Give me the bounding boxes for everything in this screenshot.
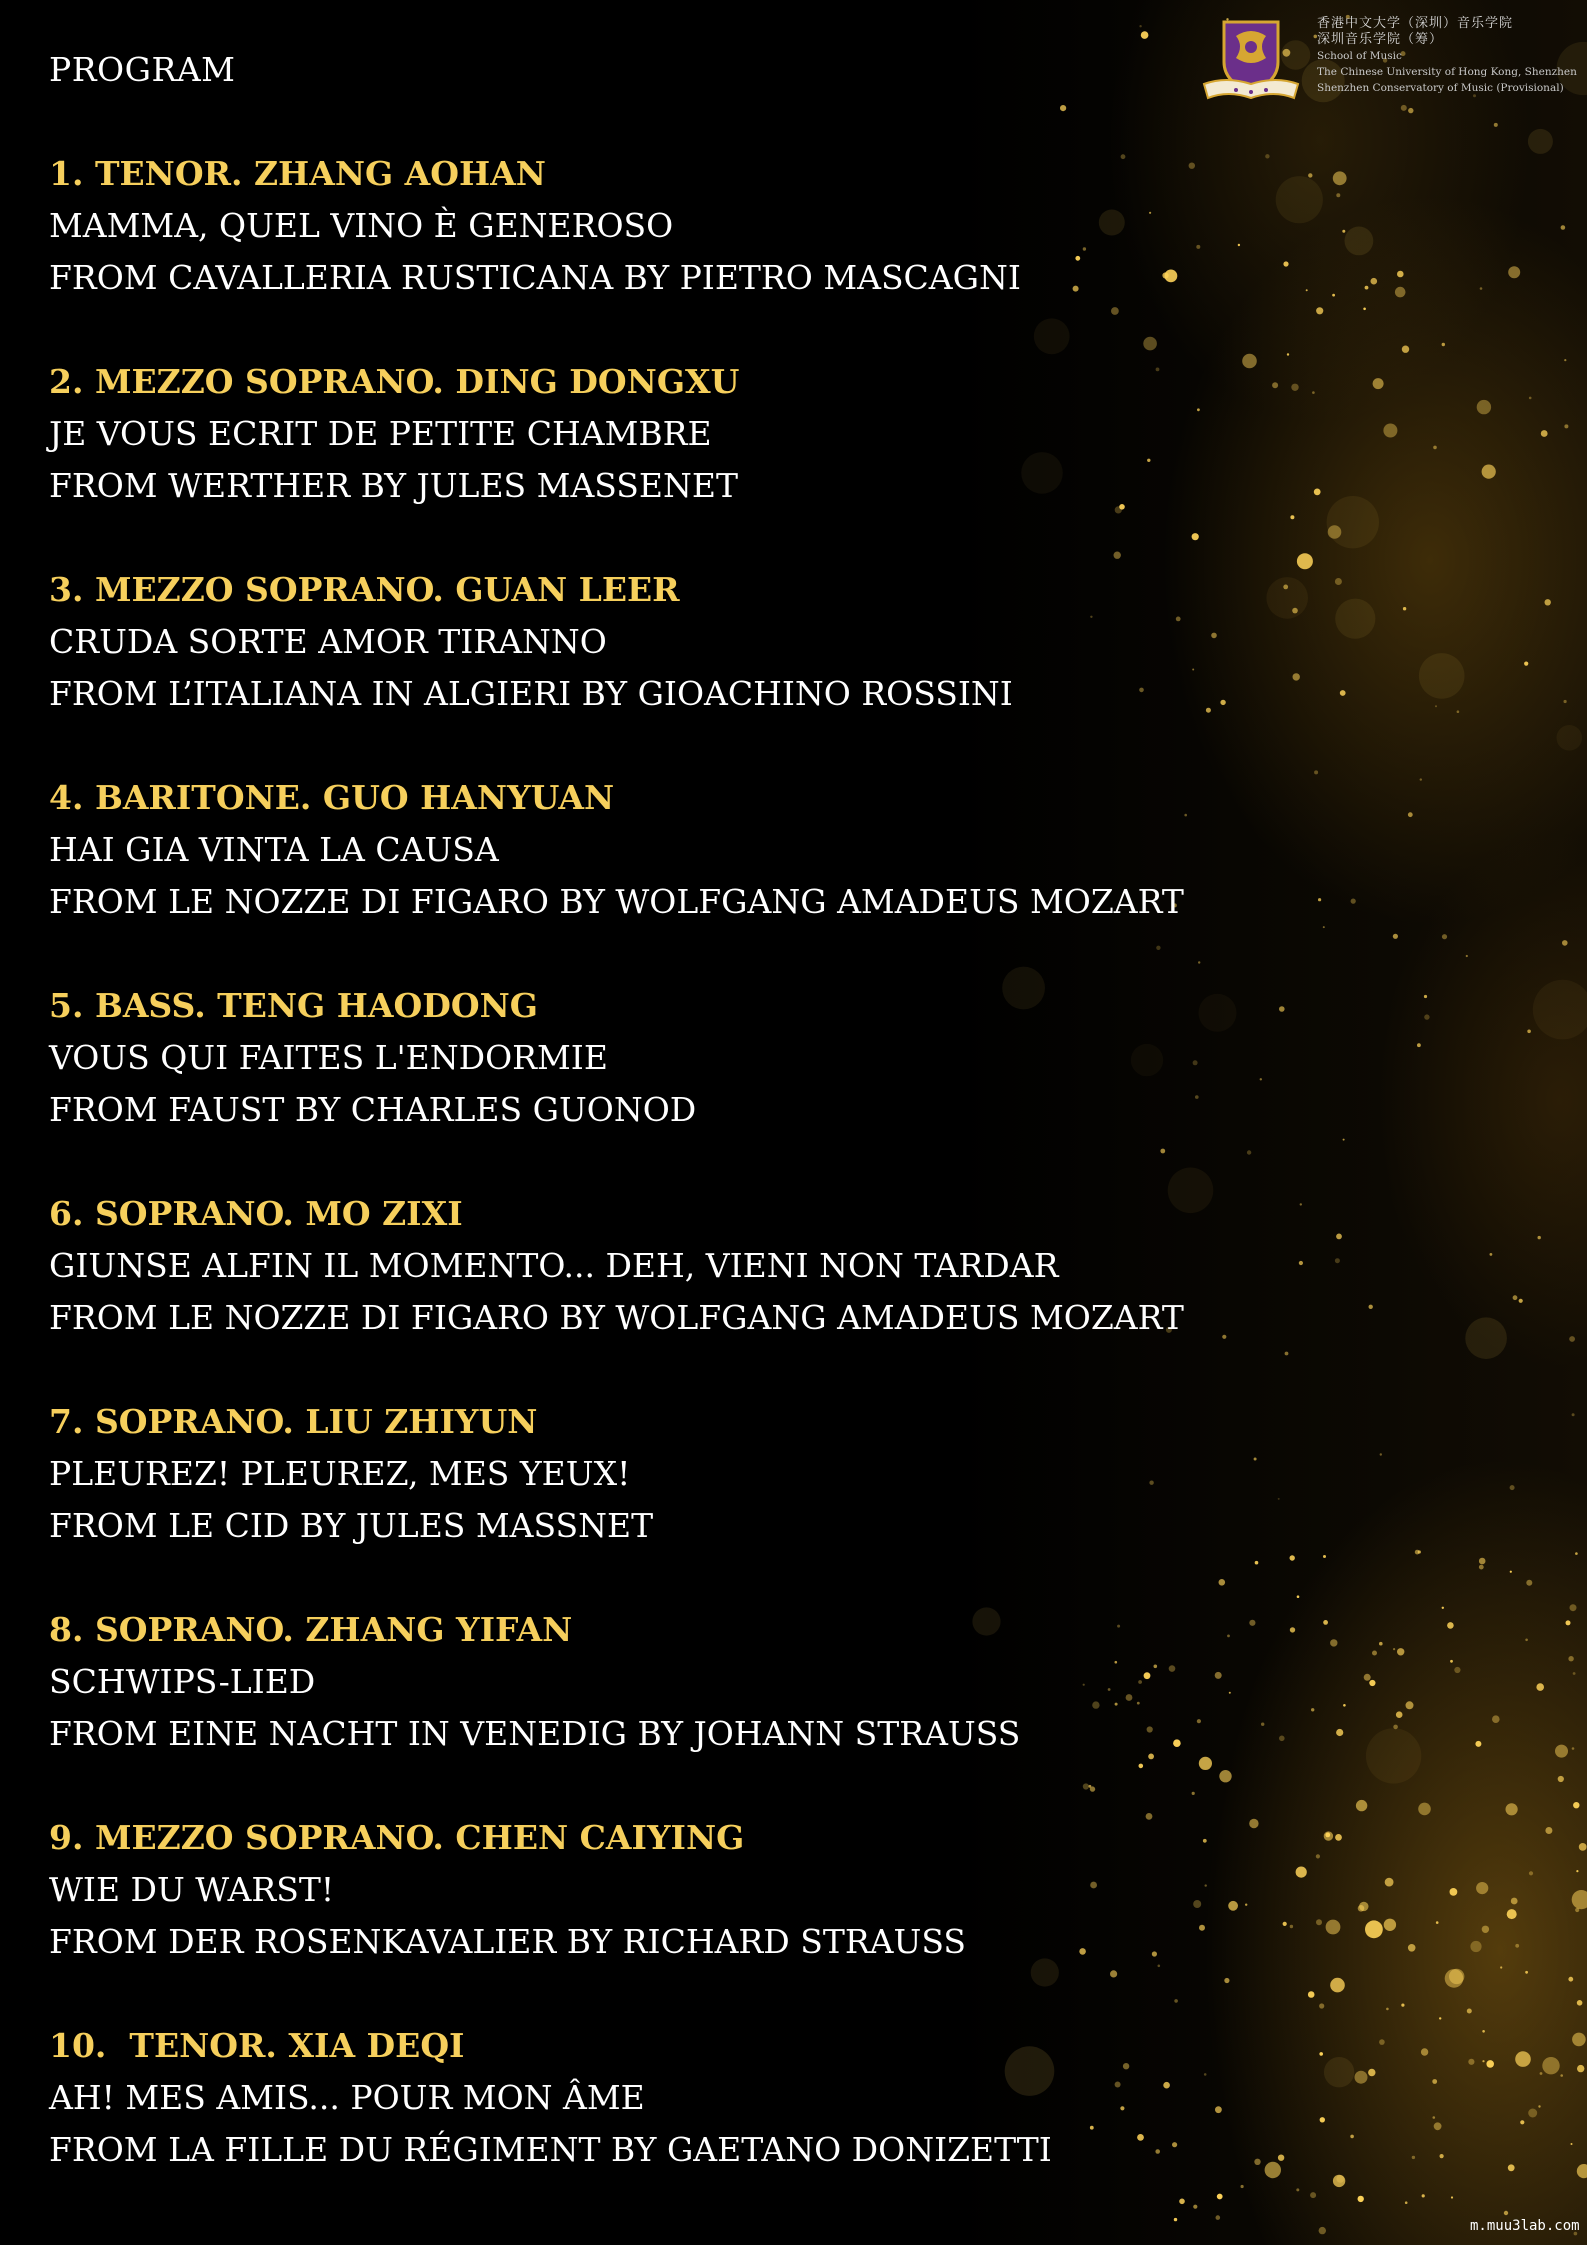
bokeh-sparkle	[1332, 294, 1335, 297]
bokeh-sparkle	[1299, 1261, 1303, 1265]
bokeh-sparkle	[1359, 1902, 1368, 1911]
bokeh-sparkle	[1265, 2162, 1281, 2178]
bokeh-sparkle	[1555, 1745, 1568, 1758]
bokeh-sparkle	[1482, 2060, 1484, 2062]
aria-source: FROM L’ITALIANA IN ALGIERI BY GIOACHINO ROSSINI	[49, 674, 1013, 713]
bokeh-sparkle	[1451, 2196, 1453, 2198]
bokeh-sparkle	[1311, 1708, 1314, 1711]
bokeh-sparkle	[1199, 1757, 1212, 1770]
bokeh-sparkle	[1279, 1736, 1285, 1742]
bokeh-sparkle	[1320, 2117, 1325, 2122]
bokeh-sparkle	[1442, 1607, 1444, 1609]
bokeh-sparkle	[1457, 710, 1460, 713]
bokeh-sparkle	[1479, 1565, 1484, 1570]
bokeh-sparkle	[1564, 359, 1566, 361]
bokeh-sparkle	[1482, 2030, 1485, 2033]
bokeh-sparkle	[1319, 2003, 1324, 2008]
bokeh-sparkle	[1335, 599, 1375, 639]
bokeh-sparkle	[1560, 2074, 1563, 2077]
bokeh-sparkle	[1291, 384, 1298, 391]
bokeh-sparkle	[1508, 2164, 1515, 2171]
bokeh-sparkle	[1433, 446, 1437, 450]
bokeh-sparkle	[1241, 2185, 1244, 2188]
bokeh-sparkle	[1278, 2155, 1284, 2161]
bokeh-sparkle	[1538, 2105, 1540, 2107]
bokeh-sparkle	[1421, 2048, 1428, 2055]
bokeh-sparkle	[1358, 2196, 1364, 2202]
program-content	[49, 44, 1199, 2228]
bokeh-sparkle	[1260, 1078, 1262, 1080]
bokeh-sparkle	[1335, 1834, 1342, 1841]
bokeh-sparkle	[1316, 1919, 1322, 1925]
aria-source: FROM FAUST BY CHARLES GUONOD	[49, 1090, 697, 1129]
bokeh-sparkle	[1342, 230, 1345, 233]
bokeh-sparkle	[1536, 1683, 1544, 1691]
bokeh-sparkle	[1326, 1920, 1341, 1935]
bokeh-sparkle	[1336, 1234, 1342, 1240]
performer-line: 3. MEZZO SOPRANO. GUAN LEER	[49, 570, 680, 609]
bokeh-sparkle	[1227, 1635, 1230, 1638]
bokeh-sparkle	[1371, 278, 1378, 285]
bokeh-sparkle	[1405, 2201, 1408, 2204]
bokeh-sparkle	[1238, 244, 1240, 246]
aria-source: FROM LE CID BY JULES MASSNET	[49, 1506, 654, 1545]
bokeh-sparkle	[1222, 1335, 1226, 1339]
bokeh-sparkle	[1508, 266, 1520, 278]
bokeh-sparkle	[1486, 2060, 1494, 2068]
bokeh-sparkle	[1333, 171, 1347, 185]
bokeh-sparkle	[1510, 1571, 1512, 1573]
bokeh-sparkle	[1415, 1550, 1420, 1555]
bokeh-sparkle	[1541, 430, 1548, 437]
bokeh-sparkle	[1454, 1667, 1460, 1673]
bokeh-sparkle	[1261, 1723, 1264, 1726]
aria-title: GIUNSE ALFIN IL MOMENTO... DEH, VIENI NON TARDAR	[49, 1246, 1059, 1285]
bokeh-sparkle	[1278, 1498, 1280, 1500]
bokeh-sparkle	[1276, 176, 1323, 223]
bokeh-sparkle	[1402, 346, 1409, 353]
bokeh-sparkle	[1293, 673, 1300, 680]
bokeh-sparkle	[1465, 1317, 1507, 1359]
performer-line: 9. MEZZO SOPRANO. CHEN CAIYING	[49, 1818, 745, 1857]
bokeh-sparkle	[1504, 2211, 1508, 2215]
aria-title: HAI GIA VINTA LA CAUSA	[49, 830, 499, 869]
bokeh-sparkle	[1558, 1776, 1564, 1782]
aria-source: FROM CAVALLERIA RUSTICANA BY PIETRO MASCAGNI	[49, 258, 1021, 297]
bokeh-sparkle	[1519, 1299, 1523, 1303]
bokeh-sparkle	[1369, 1305, 1373, 1309]
bokeh-sparkle	[1577, 2065, 1584, 2072]
program-entry-1	[49, 148, 1199, 304]
bokeh-sparkle	[1372, 1651, 1377, 1656]
aria-title: PLEUREZ! PLEUREZ, MES YEUX!	[49, 1454, 631, 1493]
conservatory-name-cn: 深圳音乐学院（筹）	[1317, 32, 1444, 47]
bokeh-sparkle	[1434, 2122, 1442, 2130]
bokeh-sparkle	[1386, 2008, 1389, 2011]
aria-source: FROM EINE NACHT IN VENEDIG BY JOHANN STRAUSS	[49, 1714, 1021, 1753]
program-entry-4	[49, 772, 1199, 928]
aria-source: FROM LA FILLE DU RÉGIMENT BY GAETANO DONIZETTI	[49, 2130, 1052, 2169]
bokeh-sparkle	[1572, 2033, 1586, 2047]
bokeh-sparkle	[1279, 1006, 1285, 1012]
bokeh-sparkle	[1340, 690, 1346, 696]
bokeh-sparkle	[1308, 1991, 1315, 1998]
bokeh-sparkle	[1335, 1258, 1340, 1263]
bokeh-sparkle	[1527, 1030, 1531, 1034]
bokeh-sparkle	[1401, 2004, 1404, 2007]
bokeh-sparkle	[1442, 934, 1447, 939]
aria-title: VOUS QUI FAITES L'ENDORMIE	[49, 1038, 608, 1077]
bokeh-sparkle	[1510, 1485, 1515, 1490]
bokeh-sparkle	[1229, 1692, 1231, 1694]
bokeh-sparkle	[1203, 1839, 1207, 1843]
performer-line: 4. BARITONE. GUO HANYUAN	[49, 778, 615, 817]
bokeh-sparkle	[1570, 1604, 1577, 1611]
bokeh-sparkle	[1330, 1639, 1337, 1646]
bokeh-sparkle	[1573, 1672, 1576, 1675]
bokeh-sparkle	[1369, 1680, 1375, 1686]
aria-title: AH! MES AMIS... POUR MON ÂME	[49, 2078, 645, 2117]
performer-line: 10. TENOR. XIA DEQI	[49, 2026, 465, 2065]
bokeh-sparkle	[1324, 1831, 1333, 1840]
bokeh-sparkle	[1393, 934, 1398, 939]
performer-line: 2. MEZZO SOPRANO. DING DONGXU	[49, 362, 740, 401]
bokeh-sparkle	[1467, 2009, 1472, 2014]
bokeh-sparkle	[1217, 2194, 1223, 2200]
bokeh-sparkle	[1366, 1728, 1421, 1783]
bokeh-sparkle	[1572, 1890, 1587, 1909]
bokeh-sparkle	[1249, 1620, 1255, 1626]
school-name-cn: 香港中文大学（深圳）音乐学院	[1317, 16, 1514, 31]
bokeh-sparkle	[1297, 553, 1313, 569]
bokeh-sparkle	[1533, 980, 1587, 1040]
bokeh-sparkle	[1408, 1944, 1416, 1952]
bokeh-sparkle	[1515, 1944, 1519, 1948]
bokeh-sparkle	[1572, 1747, 1575, 1750]
bokeh-sparkle	[1528, 129, 1553, 154]
bokeh-sparkle	[1330, 1978, 1345, 1993]
bokeh-sparkle	[1569, 1336, 1575, 1342]
bokeh-sparkle	[1356, 1800, 1367, 1811]
bokeh-sparkle	[1379, 1642, 1383, 1646]
bokeh-sparkle	[1316, 1854, 1320, 1858]
bokeh-sparkle	[1397, 1648, 1404, 1655]
program-entry-2	[49, 356, 1199, 512]
bokeh-sparkle	[1211, 633, 1217, 639]
bokeh-sparkle	[1327, 496, 1379, 548]
bokeh-sparkle	[1482, 1926, 1489, 1933]
bokeh-sparkle	[1336, 1729, 1343, 1736]
bokeh-sparkle	[1515, 2051, 1531, 2067]
bokeh-sparkle	[1312, 391, 1315, 394]
bokeh-sparkle	[1564, 700, 1567, 703]
bokeh-sparkle	[1141, 31, 1149, 39]
bokeh-sparkle	[1368, 2069, 1375, 2076]
bokeh-sparkle	[1363, 308, 1366, 311]
bokeh-sparkle	[1561, 225, 1566, 230]
bokeh-sparkle	[1296, 2188, 1299, 2191]
program-entry-7	[49, 1396, 1199, 1552]
bokeh-sparkle	[1525, 1639, 1528, 1642]
bokeh-sparkle	[1568, 1656, 1573, 1661]
bokeh-sparkle	[1254, 1458, 1257, 1461]
bokeh-sparkle	[1247, 1150, 1251, 1154]
bokeh-sparkle	[1408, 108, 1413, 113]
bokeh-sparkle	[1480, 287, 1483, 290]
bokeh-sparkle	[1385, 1878, 1394, 1887]
bokeh-sparkle	[1297, 1595, 1300, 1598]
bokeh-sparkle	[1440, 2154, 1444, 2158]
bokeh-sparkle	[1351, 899, 1356, 904]
aria-source: FROM DER ROSENKAVALIER BY RICHARD STRAUSS	[49, 1922, 966, 1961]
bokeh-sparkle	[1324, 2057, 1354, 2087]
bokeh-sparkle	[1395, 287, 1406, 298]
bokeh-sparkle	[1424, 995, 1427, 998]
bokeh-sparkle	[1319, 2052, 1323, 2056]
bokeh-sparkle	[1439, 2017, 1441, 2019]
bokeh-sparkle	[1403, 607, 1406, 610]
bokeh-sparkle	[1420, 778, 1422, 780]
aria-title: JE VOUS ECRIT DE PETITE CHAMBRE	[49, 414, 712, 453]
bokeh-sparkle	[1255, 1561, 1259, 1565]
bokeh-sparkle	[1479, 1558, 1486, 1565]
program-entry-9	[49, 1812, 1199, 1968]
bokeh-sparkle	[1576, 1870, 1578, 1872]
bokeh-sparkle	[1285, 1352, 1289, 1356]
bokeh-sparkle	[1450, 1660, 1453, 1663]
bokeh-sparkle	[1364, 1674, 1371, 1681]
program-entry-5	[49, 980, 1199, 1136]
bokeh-sparkle	[1228, 1901, 1238, 1911]
bokeh-sparkle	[1220, 700, 1225, 705]
bokeh-sparkle	[1296, 1867, 1307, 1878]
school-name-block	[1317, 16, 1579, 96]
bokeh-sparkle	[1199, 994, 1237, 1032]
bokeh-sparkle	[1577, 2164, 1587, 2178]
bokeh-sparkle	[1477, 400, 1491, 414]
bokeh-sparkle	[1323, 1620, 1328, 1625]
page-title: PROGRAM	[49, 50, 236, 89]
bokeh-sparkle	[1466, 955, 1468, 957]
bokeh-sparkle	[1468, 2059, 1474, 2065]
bokeh-sparkle	[1215, 2106, 1222, 2113]
bokeh-sparkle	[1300, 1203, 1302, 1205]
bokeh-sparkle	[1542, 2057, 1559, 2074]
performer-line: 8. SOPRANO. ZHANG YIFAN	[49, 1610, 573, 1649]
bokeh-sparkle	[1204, 2073, 1207, 2076]
bokeh-sparkle	[1290, 515, 1294, 519]
bokeh-sparkle	[1310, 2192, 1316, 2198]
bokeh-sparkle	[1500, 1966, 1502, 1968]
aria-title: CRUDA SORTE AMOR TIRANNO	[49, 622, 607, 661]
bokeh-sparkle	[1283, 1922, 1287, 1926]
bokeh-sparkle	[1538, 1236, 1541, 1239]
bokeh-sparkle	[1323, 926, 1325, 928]
bokeh-sparkle	[1380, 1453, 1382, 1455]
bokeh-sparkle	[1579, 1843, 1587, 1851]
university-crest-icon	[1196, 18, 1306, 104]
bokeh-sparkle	[1373, 378, 1384, 389]
bokeh-sparkle	[1494, 123, 1498, 127]
bokeh-sparkle	[1254, 2159, 1260, 2165]
bokeh-sparkle	[1545, 599, 1551, 605]
bokeh-sparkle	[1383, 424, 1397, 438]
bokeh-sparkle	[1557, 725, 1583, 751]
bokeh-sparkle	[1242, 354, 1257, 369]
bokeh-sparkle	[1265, 154, 1269, 158]
conservatory-name-en: Shenzhen Conservatory of Music (Provisional)	[1317, 82, 1564, 94]
bokeh-sparkle	[1545, 1827, 1552, 1834]
bokeh-sparkle	[1249, 1819, 1258, 1828]
bokeh-sparkle	[1219, 1579, 1226, 1586]
program-entry-6	[49, 1188, 1199, 1344]
bokeh-sparkle	[1343, 1139, 1345, 1141]
bokeh-sparkle	[1506, 1803, 1518, 1815]
university-name-en: The Chinese University of Hong Kong, Shenzhen	[1317, 66, 1577, 78]
bokeh-sparkle	[1417, 1043, 1421, 1047]
bokeh-sparkle	[1412, 2156, 1415, 2159]
bokeh-sparkle	[1350, 2135, 1354, 2139]
bokeh-sparkle	[1490, 1253, 1493, 1256]
bokeh-sparkle	[1206, 708, 1211, 713]
bokeh-sparkle	[1449, 1969, 1464, 1984]
bokeh-sparkle	[1290, 1555, 1295, 1560]
bokeh-sparkle	[1526, 1580, 1532, 1586]
bokeh-sparkle	[1436, 1921, 1439, 1924]
bokeh-sparkle	[1475, 1741, 1481, 1747]
bokeh-sparkle	[1507, 1909, 1517, 1919]
bokeh-sparkle	[1379, 2039, 1385, 2045]
bokeh-sparkle	[1290, 1627, 1295, 1632]
bokeh-sparkle	[1513, 1295, 1518, 1300]
bokeh-sparkle	[1396, 1711, 1403, 1718]
aria-title: WIE DU WARST!	[49, 1870, 335, 1909]
bokeh-sparkle	[1306, 289, 1308, 291]
bokeh-sparkle	[1568, 1977, 1573, 1982]
bokeh-sparkle	[1384, 1919, 1396, 1931]
bokeh-sparkle	[1422, 2194, 1425, 2197]
school-logo	[1196, 16, 1576, 106]
bokeh-sparkle	[1540, 2072, 1543, 2075]
bokeh-sparkle	[1290, 1925, 1293, 1928]
bokeh-sparkle	[1216, 2215, 1221, 2220]
bokeh-sparkle	[1219, 1770, 1231, 1782]
site-watermark: m.muu3lab.com	[1470, 2218, 1580, 2234]
bokeh-sparkle	[1408, 812, 1413, 817]
performer-line: 6. SOPRANO. MO ZIXI	[49, 1194, 463, 1233]
bokeh-sparkle	[1524, 662, 1528, 666]
bokeh-sparkle	[1355, 2071, 1368, 2084]
bokeh-sparkle	[1333, 2175, 1345, 2187]
bokeh-sparkle	[1393, 1648, 1395, 1650]
bokeh-sparkle	[1308, 173, 1312, 177]
bokeh-sparkle	[1566, 1620, 1571, 1625]
bokeh-sparkle	[1562, 940, 1568, 946]
bokeh-sparkle	[1573, 1802, 1579, 1808]
bokeh-sparkle	[1435, 705, 1437, 707]
bokeh-sparkle	[1564, 424, 1568, 428]
bokeh-sparkle	[1139, 25, 1141, 27]
bokeh-sparkle	[1529, 1871, 1533, 1875]
bokeh-sparkle	[1283, 261, 1288, 266]
bokeh-sparkle	[1272, 382, 1278, 388]
bokeh-sparkle	[1476, 1882, 1488, 1894]
bokeh-sparkle	[1418, 1803, 1431, 1816]
bokeh-sparkle	[1450, 1888, 1458, 1896]
school-of-music-en: School of Music	[1317, 50, 1402, 62]
program-entry-3	[49, 564, 1199, 720]
aria-title: MAMMA, QUEL VINO È GENEROSO	[49, 206, 674, 245]
aria-title: SCHWIPS-LIED	[49, 1662, 316, 1701]
bokeh-sparkle	[1511, 1898, 1518, 1905]
bokeh-sparkle	[1492, 1715, 1500, 1723]
bokeh-sparkle	[1345, 227, 1374, 256]
bokeh-sparkle	[1575, 1552, 1578, 1555]
bokeh-sparkle	[1224, 1978, 1229, 1983]
bokeh-sparkle	[1314, 489, 1321, 496]
bokeh-sparkle	[1343, 1704, 1346, 1707]
program-entry-10	[49, 2020, 1199, 2176]
bokeh-sparkle	[1245, 1904, 1247, 1906]
bokeh-sparkle	[1205, 1884, 1207, 1886]
bokeh-sparkle	[1432, 2079, 1437, 2084]
performer-line: 5. BASS. TENG HAODONG	[49, 986, 538, 1025]
aria-source: FROM WERTHER BY JULES MASSENET	[49, 466, 738, 505]
bokeh-sparkle	[1335, 578, 1342, 585]
bokeh-sparkle	[1529, 397, 1532, 400]
bokeh-sparkle	[1365, 1920, 1383, 1938]
bokeh-sparkle	[1520, 2120, 1524, 2124]
bokeh-sparkle	[1266, 577, 1308, 619]
bokeh-sparkle	[1482, 465, 1496, 479]
bokeh-sparkle	[1525, 1971, 1528, 1974]
bokeh-sparkle	[1316, 307, 1323, 314]
bokeh-sparkle	[1336, 193, 1340, 197]
bokeh-sparkle	[1470, 1941, 1481, 1952]
bokeh-sparkle	[1319, 2227, 1326, 2234]
bokeh-sparkle	[1287, 353, 1289, 355]
bokeh-sparkle	[1323, 1555, 1326, 1558]
bokeh-sparkle	[1406, 1701, 1414, 1709]
bokeh-sparkle	[1424, 1014, 1429, 1019]
bokeh-sparkle	[1442, 343, 1445, 346]
aria-source: FROM LE NOZZE DI FIGARO BY WOLFGANG AMADEUS MOZART	[49, 1298, 1184, 1337]
bokeh-sparkle	[1419, 653, 1465, 699]
program-entry-8	[49, 1604, 1199, 1760]
performer-line: 7. SOPRANO. LIU ZHIYUN	[49, 1402, 538, 1441]
bokeh-sparkle	[1571, 2143, 1573, 2145]
bokeh-sparkle	[1314, 770, 1318, 774]
bokeh-sparkle	[1577, 2000, 1583, 2006]
bokeh-sparkle	[1397, 271, 1404, 278]
performer-line: 1. TENOR. ZHANG AOHAN	[49, 154, 546, 193]
bokeh-sparkle	[1318, 898, 1321, 901]
bokeh-sparkle	[1365, 286, 1369, 290]
aria-source: FROM LE NOZZE DI FIGARO BY WOLFGANG AMADEUS MOZART	[49, 882, 1184, 921]
bokeh-sparkle	[1528, 2109, 1537, 2118]
bokeh-sparkle	[1447, 1622, 1454, 1629]
bokeh-sparkle	[1572, 1413, 1575, 1416]
bokeh-sparkle	[1215, 1672, 1222, 1679]
bokeh-sparkle	[1433, 2116, 1436, 2119]
bokeh-sparkle	[1199, 1925, 1205, 1931]
